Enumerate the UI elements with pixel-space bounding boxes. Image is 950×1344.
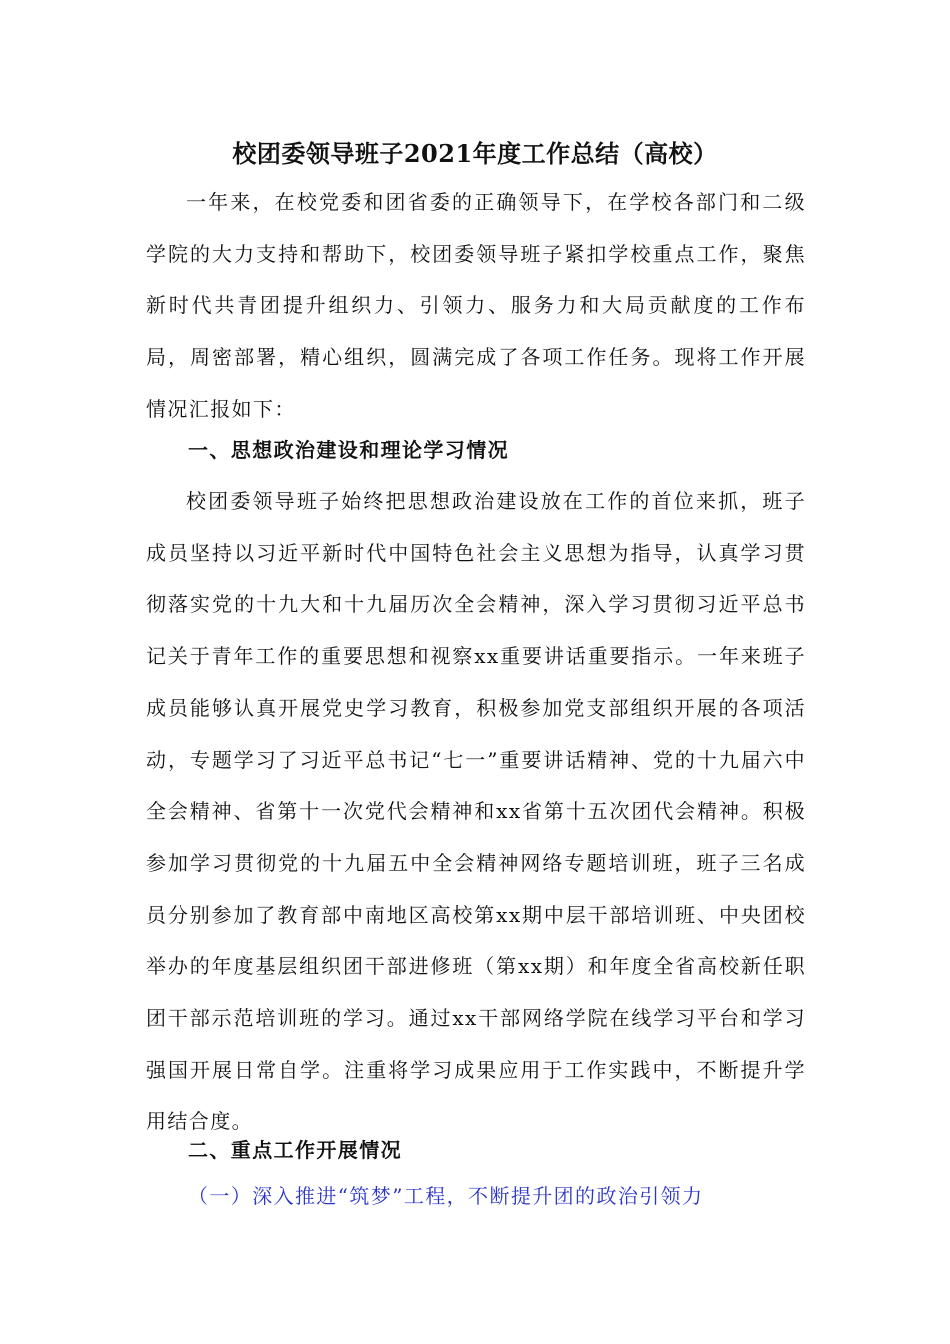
document-title: 校团委领导班子2021年度工作总结（高校）: [232, 139, 718, 168]
intro-paragraph: 一年来，在校党委和团省委的正确领导下，在学校各部门和二级学院的大力支持和帮助下，校团委领导班子紧扣学校重点工作，聚焦新时代共青团提升组织力、引领力、服务力和大局贡献度的工作布局，周密部署，精心组织，圆满完成了各项工作任务。现将工作开展情况汇报如下：: [146, 190, 806, 421]
section-1-paragraph: 校团委领导班子始终把思想政治建设放在工作的首位来抓，班子成员坚持以习近平新时代中国特色社会主义思想为指导，认真学习贯彻落实党的十九大和十九届历次全会精神，深入学习贯彻习近平总书记关于青年工作的重要思想和视察xx重要讲话重要指示。一年来班子成员能够认真开展党史学习教育，积极参加党支部组织开展的各项活动，专题学习了习近平总书记“七一”重要讲话精神、党的十九届六中全会精神、省第十一次党代会精神和xx省第十五次团代会精神。积极参加学习贯彻党的十九届五中全会精神网络专题培训班，班子三名成员分别参加了教育部中南地区高校第xx期中层干部培训班、中央团校举办的年度基层组织团干部进修班（第xx期）和年度全省高校新任职团干部示范培训班的学习。通过xx干部网络学院在线学习平台和学习强国开展日常自学。注重将学习成果应用于工作实践中，不断提升学用结合度。: [146, 489, 806, 1134]
section-2-heading: 二、重点工作开展情况: [188, 1138, 402, 1162]
section-2-subheading-1: （一）深入推进“筑梦”工程，不断提升团的政治引领力: [188, 1184, 704, 1208]
section-1-heading: 一、思想政治建设和理论学习情况: [188, 438, 509, 462]
